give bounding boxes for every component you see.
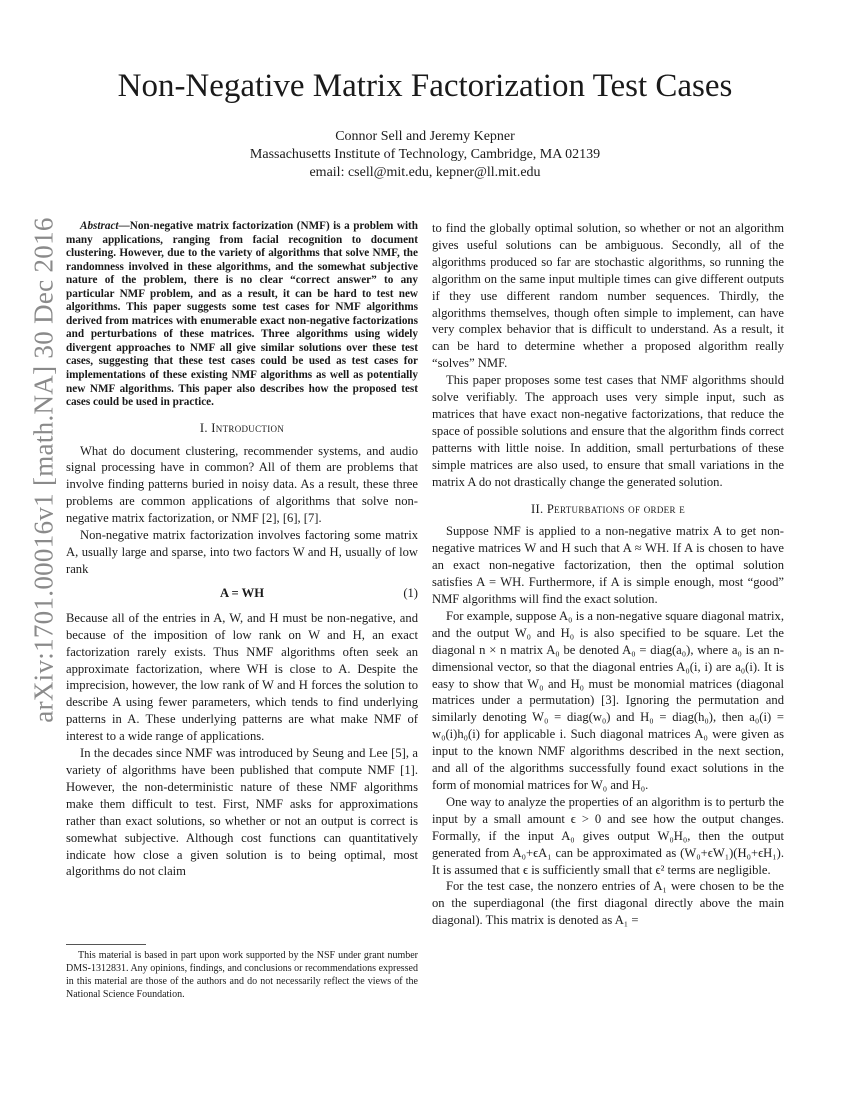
section-heading-introduction: I. Introduction <box>199 420 285 435</box>
intro-paragraph-6: This paper proposes some test cases that NMF algorithms should solve verifiably. The approach uses very simple input, such as matrices that have exact non-negative factorizations, that reduce the space of possible solutions and ensure that the algorithm finds correct patterns with little noise. In addition, small perturbations of these simple matrices are also used, to ensure that small variations in the matrix A do not drastically change the generated solution. <box>432 373 784 489</box>
intro-paragraph-2: Non-negative matrix factorization involves factoring some matrix A, usually large and sparse, into two factors W and H, usually of low rank <box>66 528 418 576</box>
abstract-label: Abstract <box>80 220 119 232</box>
author-names: Connor Sell and Jeremy Kepner <box>335 129 515 144</box>
footnote-rule <box>66 944 146 945</box>
equation-1 <box>66 580 418 608</box>
intro-paragraph-3: Because all of the entries in A, W, and H must be non-negative, and because of the imposition of low rank on W and H, an exact factorization rarely exists. Thus NMF algorithms often seek an approximate factorization, where WH is close to A. Despite the imprecision, however, the low rank of W and H forces the solution to describe A using fewer parameters, which tends to find underlying patterns in A. These underlying patterns are what make NMF of interest to a wide range of applications. <box>66 610 418 744</box>
author-email: email: csell@mit.edu, kepner@ll.mit.edu <box>309 165 541 180</box>
abstract <box>66 220 418 410</box>
abstract-text: —Non-negative matrix factorization (NMF) is a problem with many applications, ranging from facial recognition to document clustering. However, due to the variety of algorithms that solve NMF, the randomness involved in these algorithms, and the somewhat subjective nature of the problem, there is no clear “correct answer” to any particular NMF problem, and as a result, it can be hard to test new algorithms. This paper suggests some test cases for NMF algorithms derived from matrices with enumerable exact non-negative factorizations and perturbations of these matrices. Three algorithms using widely divergent approaches to NMF all give similar solutions over these test cases, suggesting that these test cases could be used as test cases for implementations of these existing NMF algorithms as well as potentially new NMF algorithms. This paper also describes how the proposed test cases could be used in practice. <box>66 220 418 409</box>
paper-title: Non-Negative Matrix Factorization Test Cases <box>117 68 733 104</box>
author-block <box>0 128 850 182</box>
intro-paragraph-1: What do document clustering, recommender systems, and audio signal processing have in common? All of them are problems that involve finding patterns buried in noisy data. As a result, these three problems are common applications of algorithms that solve non-negative matrix factorization, or NMF [2], [6], [7]. <box>66 443 418 526</box>
arxiv-identifier-text: arXiv:1701.00016v1 [math.NA] 30 Dec 2016 <box>28 217 59 723</box>
author-affiliation: Massachusetts Institute of Technology, Cambridge, MA 02139 <box>249 147 601 162</box>
right-column <box>432 220 784 929</box>
perturbation-paragraph-4: For the test case, the nonzero entries of A₁ were chosen to be the on the superdiagonal (the first diagonal directly above the main diagonal). This matrix is denoted as A₁ = <box>432 879 784 928</box>
perturbation-paragraph-2: For example, suppose A₀ is a non-negative square diagonal matrix, and the output W₀ and H₀ is also specified to be square. Let the diagonal n × n matrix A₀ be denoted A₀ = diag(a₀), where a₀ is an n-dimensional vector, so that the diagonal entries A₀(i, i) are a₀(i). It is easy to show that W₀ and H₀ must be monomial matrices (diagonal matrices under a permutation) [3]. Ignoring the permutation and similarly denoting W₀ = diag(w₀) and H₀ = diag(h₀), then a₀(i) = w₀(i)h₀(i) for applicable i. Such diagonal matrices A₀ were given as input to the known NMF algorithms described in the next section, and all of the algorithms successfully found exact solutions in the form of monomial matrices for W₀ and H₀. <box>432 608 784 792</box>
equation-number: (1) <box>403 585 418 600</box>
section-heading-perturbations: II. Perturbations of order ϵ <box>530 501 685 516</box>
left-column <box>66 220 418 880</box>
perturbation-paragraph-3: One way to analyze the properties of an algorithm is to perturb the input by a small amount ϵ > 0 and see how the output changes. Formally, if the input A₀ gives output W₀H₀, then the output generated from A₀+ϵA₁ can be approximated as (W₀+ϵW₁)(H₀+ϵH₁). It is assumed that ϵ is sufficiently small that ϵ² terms are negligible. <box>432 794 784 877</box>
perturbation-paragraph-1: Suppose NMF is applied to a non-negative matrix A to get non-negative matrices W and H such that A ≈ WH. If A is chosen to have an exact non-negative factorization, then the optimal solution satisfies A = WH. Furthermore, if A is simple enough, most “good” NMF algorithms will find the exact solution. <box>432 524 784 607</box>
footnote-area <box>66 944 418 1001</box>
equation-body: A = WH <box>219 585 265 600</box>
intro-paragraph-5: to find the globally optimal solution, so whether or not an algorithm gives useful solutions can be ambiguous. Secondly, all of the algorithms produced so far are stochastic algorithms, so running the algorithm on the same input multiple times can give different outputs if they use different random number sequences. Thirdly, the algorithms themselves, though often simple to implement, can have very complex behavior that is difficult to understand. As a result, it can be hard to determine whether a proposed algorithm really “solves” NMF. <box>432 221 784 371</box>
funding-footnote: This material is based in part upon work supported by the NSF under grant number DMS-1312831. Any opinions, findings, and conclusions or recommendations expressed in this material are those of the authors and do not necessarily reflect the views of the National Science Foundation. <box>66 950 418 1000</box>
intro-paragraph-4: In the decades since NMF was introduced by Seung and Lee [5], a variety of algorithms have been published that compute NMF [1]. However, the non-deterministic nature of these NMF algorithms make them difficult to test. First, NMF asks for approximations rather than exact solutions, so whether or not an output is correct is somewhat subjective. Although cost functions can quantitatively indicate how close a given solution is to being optimal, most algorithms do not claim <box>66 746 418 879</box>
